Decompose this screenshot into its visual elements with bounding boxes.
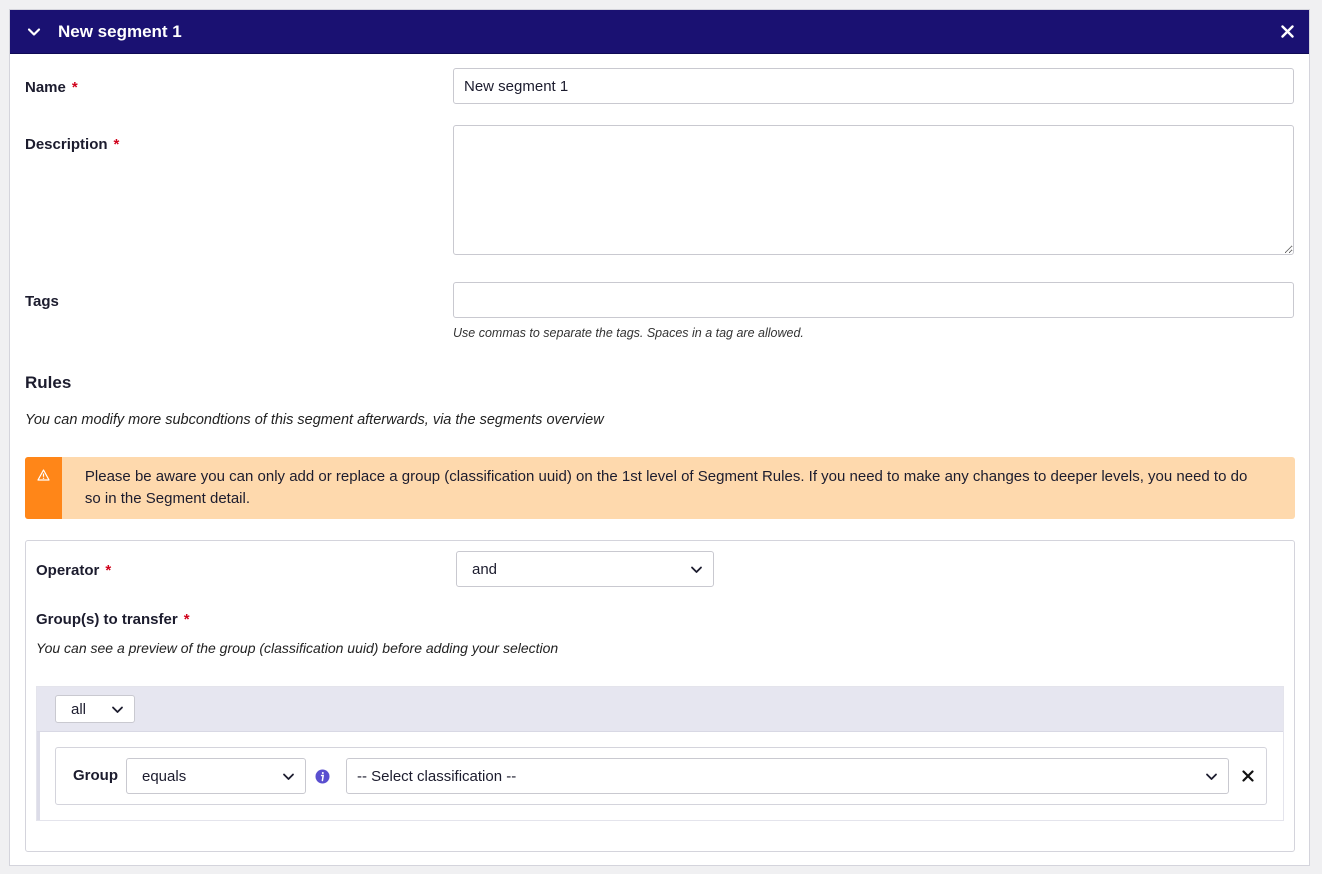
condition-field-label: Group: [73, 767, 118, 784]
comparator-value: equals: [142, 767, 187, 785]
name-label-text: Name: [25, 79, 66, 96]
warning-stripe: [25, 457, 62, 519]
operator-label-text: Operator: [36, 562, 100, 579]
name-input[interactable]: [453, 68, 1294, 104]
panel-title: New segment 1: [58, 21, 182, 41]
tags-label: Tags: [25, 293, 59, 310]
group-body: [37, 732, 1283, 820]
tags-input[interactable]: [453, 282, 1294, 318]
group-header: [37, 687, 1283, 732]
match-select[interactable]: [55, 695, 135, 723]
warning-alert: [25, 457, 1295, 519]
description-input[interactable]: [453, 125, 1294, 255]
required-mark: *: [71, 79, 78, 96]
comparator-select[interactable]: [126, 758, 306, 794]
chevron-down-icon: [1204, 769, 1218, 783]
description-label: [25, 136, 119, 153]
groups-label: [36, 611, 190, 628]
chevron-down-icon[interactable]: [26, 24, 42, 40]
classification-placeholder: -- Select classification --: [357, 767, 517, 785]
info-icon[interactable]: [315, 769, 330, 784]
required-mark: *: [183, 611, 190, 628]
required-mark: *: [113, 136, 120, 153]
rules-title: Rules: [25, 373, 72, 392]
operator-value: and: [472, 560, 498, 578]
warning-icon: [37, 468, 50, 519]
match-value: all: [71, 700, 87, 718]
close-icon[interactable]: [1279, 24, 1295, 40]
condition-row: [55, 747, 1267, 805]
remove-condition-button[interactable]: [1241, 769, 1255, 783]
panel-header[interactable]: [10, 10, 1309, 54]
classification-select[interactable]: [346, 758, 1229, 794]
description-label-text: Description: [25, 136, 108, 153]
rules-note: You can modify more subcondtions of this segment afterwards, via the segments overview: [25, 412, 604, 428]
operator-select[interactable]: [456, 551, 714, 587]
warning-text: Please be aware you can only add or replace a group (classification uuid) on the 1st level of Segment Rules. If you need to make any changes to deeper levels, you need to do so in the Segment detail.: [84, 468, 1248, 507]
operator-label: [36, 562, 111, 579]
chevron-down-icon: [281, 769, 295, 783]
chevron-down-icon: [110, 702, 124, 716]
group-area: [36, 686, 1284, 821]
required-mark: *: [105, 562, 112, 579]
tags-hint: Use commas to separate the tags. Spaces in a tag are allowed.: [453, 326, 804, 340]
name-label: [25, 79, 78, 96]
segment-panel: [9, 9, 1310, 866]
groups-label-text: Group(s) to transfer: [36, 611, 178, 628]
groups-note: You can see a preview of the group (classification uuid) before adding your selection: [36, 640, 559, 656]
chevron-down-icon: [689, 562, 703, 576]
rule-box: [25, 540, 1295, 852]
